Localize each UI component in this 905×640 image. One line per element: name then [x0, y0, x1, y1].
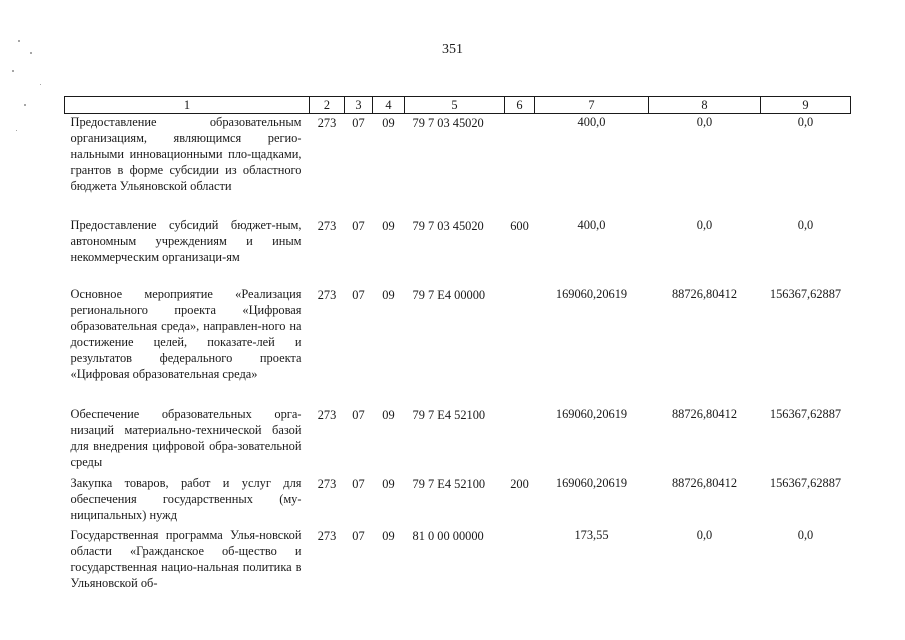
table-header: [65, 97, 851, 114]
row-amount-year-2: 0,0: [696, 115, 713, 129]
header-col-8: 8: [649, 97, 761, 114]
page-number: 351: [442, 42, 463, 57]
row-name: Предоставление субсидий бюджет-ным, автономным учреждениям и иным некоммерческим организаци-ям: [70, 218, 302, 264]
row-subsection: 09: [382, 116, 395, 130]
row-subsection: 09: [382, 288, 395, 302]
row-amount-year-2: 88726,80412: [671, 407, 738, 421]
row-amount-year-1: 169060,20619: [555, 407, 628, 421]
header-col-5: 5: [405, 97, 505, 114]
row-grbs: 273: [317, 408, 337, 422]
row-grbs: 273: [317, 477, 337, 491]
row-target-article: 79 7 03 45020: [412, 116, 484, 130]
scan-speck: [16, 130, 17, 131]
row-amount-year-1: 400,0: [577, 218, 606, 232]
row-expense-type: 200: [510, 477, 529, 491]
row-target-article: 79 7 E4 00000: [412, 288, 486, 302]
table-body: [65, 114, 851, 597]
scan-speck: [18, 40, 20, 42]
row-amount-year-2: 0,0: [696, 528, 713, 542]
row-name: Закупка товаров, работ и услуг для обеспечения государственных (му-ниципальных) нужд: [70, 476, 302, 522]
header-col-2: 2: [310, 97, 345, 114]
budget-table-container: [64, 96, 850, 596]
row-amount-year-1: 173,55: [574, 528, 609, 542]
scan-speck: [24, 104, 26, 106]
row-subsection: 09: [382, 219, 395, 233]
row-amount-year-3: 0,0: [797, 528, 814, 542]
row-name: Основное мероприятие «Реализация регионального проекта «Цифровая образовательная среда», направлен-ного на достижение целей, показате-лей и результатов федерального проекта «Цифровая образовательная среда»: [70, 287, 302, 381]
row-expense-type: [505, 406, 535, 475]
scan-speck: [30, 52, 32, 54]
row-target-article: 79 7 03 45020: [412, 219, 484, 233]
table-row: [65, 475, 851, 527]
row-target-article: 81 0 00 00000: [412, 529, 484, 543]
row-amount-year-3: 0,0: [797, 115, 814, 129]
row-amount-year-3: 0,0: [797, 218, 814, 232]
header-row: [65, 97, 851, 114]
scan-speck: [40, 84, 41, 85]
row-target-article: 79 7 E4 52100: [412, 477, 486, 491]
row-section: 07: [352, 408, 365, 422]
header-col-6: 6: [505, 97, 535, 114]
row-amount-year-1: 169060,20619: [555, 476, 628, 490]
row-amount-year-3: 156367,62887: [769, 287, 842, 301]
row-section: 07: [352, 529, 365, 543]
table-row: [65, 527, 851, 596]
row-name: Предоставление образовательным организациям, являющимся регио-нальными инновационными пло-щадками, грантов в форме субсидии из областного бюджета Ульяновской области: [70, 115, 302, 193]
table-row: [65, 286, 851, 406]
row-amount-year-1: 169060,20619: [555, 287, 628, 301]
table-row: [65, 406, 851, 475]
row-subsection: 09: [382, 408, 395, 422]
row-expense-type: [505, 527, 535, 596]
row-amount-year-1: 400,0: [577, 115, 606, 129]
row-name: Обеспечение образовательных орга-низаций материально-технической базой для внедрения цифровой обра-зовательной среды: [70, 407, 302, 469]
row-grbs: 273: [317, 116, 337, 130]
row-subsection: 09: [382, 529, 395, 543]
row-amount-year-3: 156367,62887: [769, 407, 842, 421]
row-target-article: 79 7 E4 52100: [412, 408, 486, 422]
row-amount-year-3: 156367,62887: [769, 476, 842, 490]
row-section: 07: [352, 116, 365, 130]
row-expense-type: 600: [510, 219, 529, 233]
header-col-4: 4: [373, 97, 405, 114]
budget-table: [64, 96, 851, 596]
row-amount-year-2: 88726,80412: [671, 287, 738, 301]
row-expense-type: [505, 114, 535, 218]
row-amount-year-2: 0,0: [696, 218, 713, 232]
row-amount-year-2: 88726,80412: [671, 476, 738, 490]
table-row: [65, 114, 851, 218]
header-col-1: 1: [65, 97, 310, 114]
row-section: 07: [352, 288, 365, 302]
row-grbs: 273: [317, 219, 337, 233]
row-section: 07: [352, 477, 365, 491]
header-col-7: 7: [535, 97, 649, 114]
table-row: [65, 217, 851, 286]
row-name: Государственная программа Улья-новской области «Гражданское об-щество и государственная нацио-нальная политика в Ульяновской об-: [70, 528, 302, 590]
header-col-9: 9: [761, 97, 851, 114]
row-subsection: 09: [382, 477, 395, 491]
scan-speck: [12, 70, 14, 72]
row-section: 07: [352, 219, 365, 233]
header-col-3: 3: [345, 97, 373, 114]
row-grbs: 273: [317, 288, 337, 302]
row-expense-type: [505, 286, 535, 406]
row-grbs: 273: [317, 529, 337, 543]
